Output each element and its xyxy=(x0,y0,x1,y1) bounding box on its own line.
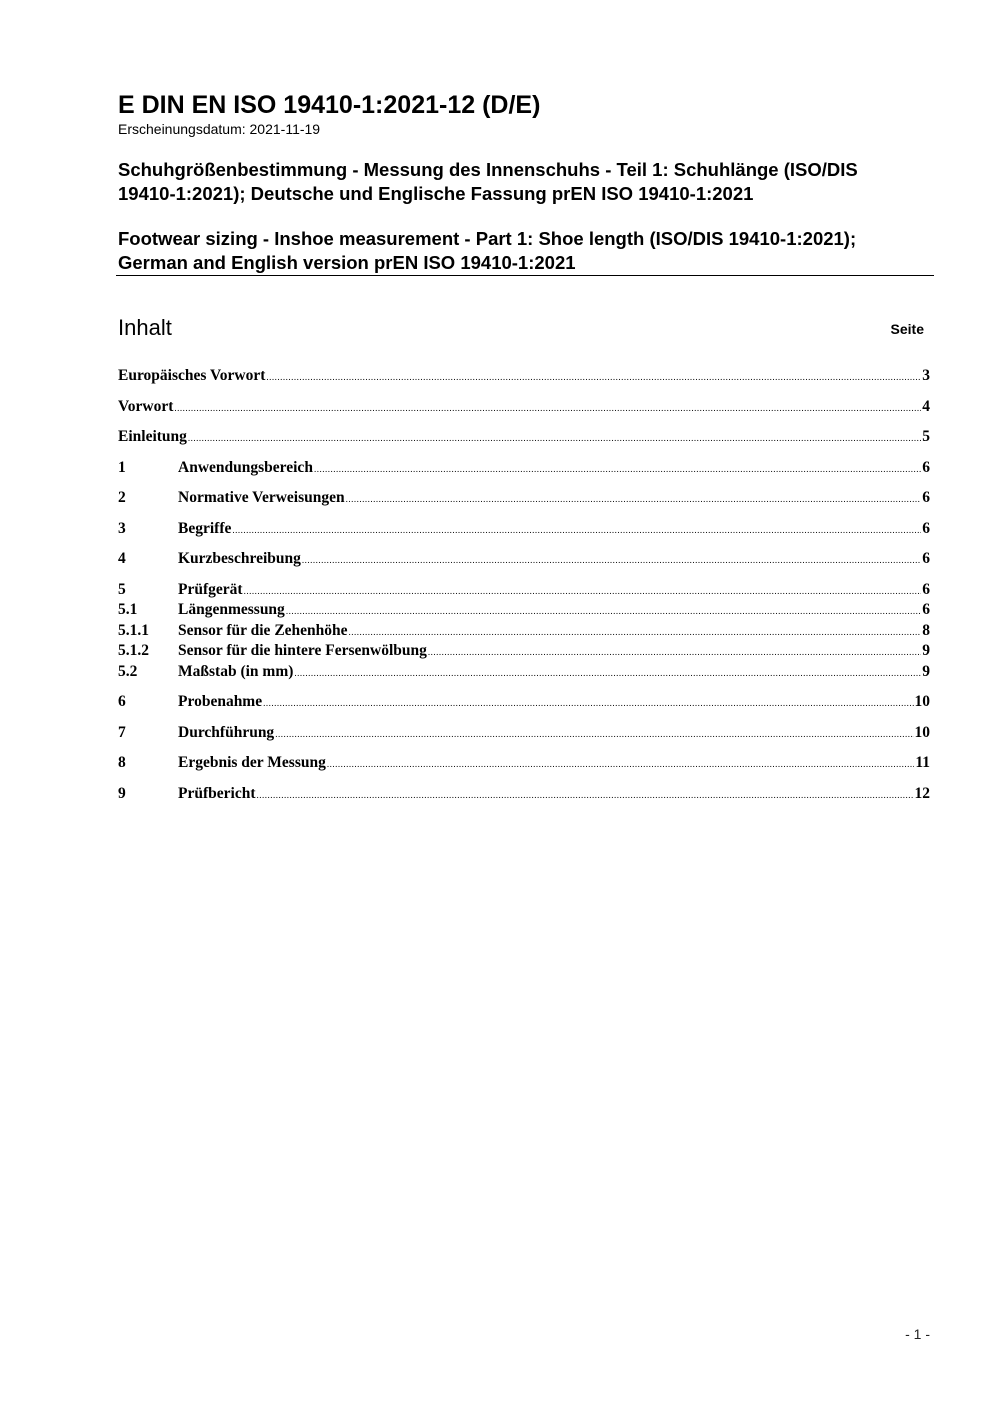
toc-entry-page: 6 xyxy=(922,458,930,476)
toc-entry-page: 12 xyxy=(914,784,930,802)
toc-entry-7[interactable] xyxy=(118,723,930,744)
toc-entry-title: Prüfgerät xyxy=(178,580,243,598)
toc-entry-page: 5 xyxy=(922,428,930,445)
toc-leader xyxy=(263,693,913,714)
toc-entry-number: 5 xyxy=(118,580,126,598)
toc-entry-page: 8 xyxy=(922,621,930,639)
toc-entry-title: Europäisches Vorwort xyxy=(118,367,266,384)
document-id: E DIN EN ISO 19410-1:2021-12 (D/E) xyxy=(118,91,541,119)
toc-entry-title: Längenmessung xyxy=(178,601,285,618)
title-german-line-1: Schuhgrößenbestimmung - Messung des Innenschuhs - Teil 1: Schuhlänge (ISO/DIS xyxy=(118,159,858,180)
toc-entry-title: Ergebnis der Messung xyxy=(178,754,326,771)
toc-entry-page: 10 xyxy=(914,723,930,741)
toc-leader xyxy=(294,663,921,684)
toc-entry-5[interactable] xyxy=(118,580,930,601)
toc-entry-3[interactable] xyxy=(118,519,930,540)
title-english-line-1: Footwear sizing - Inshoe measurement - Part 1: Shoe length (ISO/DIS 19410-1:2021); xyxy=(118,228,857,249)
toc-entry-5-2[interactable] xyxy=(118,662,930,683)
toc-entry-introduction[interactable] xyxy=(118,427,930,448)
title-divider xyxy=(116,275,934,276)
toc-entry-5-1-2[interactable] xyxy=(118,641,930,662)
toc-entry-page: 6 xyxy=(922,601,930,618)
toc-entry-title: Sensor für die Zehenhöhe xyxy=(178,621,348,639)
toc-leader xyxy=(275,724,913,745)
publication-date: Erscheinungsdatum: 2021-11-19 xyxy=(118,121,321,137)
toc-entry-number: 7 xyxy=(118,723,126,741)
toc-entry-number: 2 xyxy=(118,489,126,506)
toc-entry-number: 1 xyxy=(118,458,126,476)
toc-entry-number: 5.2 xyxy=(118,662,138,680)
toc-entry-page: 4 xyxy=(922,397,930,415)
toc-page-column-heading: Seite xyxy=(890,321,924,337)
toc-leader xyxy=(232,520,921,541)
toc-leader xyxy=(256,785,913,806)
toc-entry-title: Anwendungsbereich xyxy=(178,458,313,476)
toc-leader xyxy=(244,581,922,602)
toc-leader xyxy=(346,489,922,510)
toc-entry-page: 6 xyxy=(922,550,930,567)
toc-entry-2[interactable] xyxy=(118,488,930,509)
toc-entry-page: 6 xyxy=(922,489,930,506)
toc-leader xyxy=(286,601,921,622)
title-english-line-2: German and English version prEN ISO 19410-1:2021 xyxy=(118,252,576,273)
toc-entry-page: 11 xyxy=(915,754,930,771)
toc-entry-number: 3 xyxy=(118,519,126,537)
toc-entry-title: Vorwort xyxy=(118,397,174,415)
toc-leader xyxy=(174,398,921,419)
toc-entry-title: Probenahme xyxy=(178,693,263,710)
toc-heading: Inhalt xyxy=(118,315,172,340)
page-number: - 1 - xyxy=(905,1326,930,1342)
toc-entry-foreword-european[interactable] xyxy=(118,366,930,387)
toc-entry-title: Begriffe xyxy=(178,519,232,537)
toc-entry-number: 4 xyxy=(118,550,126,567)
toc-leader xyxy=(314,459,921,480)
toc-entry-number: 5.1.2 xyxy=(118,642,149,659)
title-german xyxy=(118,158,938,206)
toc-entry-title: Normative Verweisungen xyxy=(178,489,345,506)
toc-entry-number: 5.1 xyxy=(118,601,138,618)
toc-entry-page: 6 xyxy=(922,519,930,537)
toc-leader xyxy=(349,622,922,643)
toc-entry-number: 9 xyxy=(118,784,126,802)
toc-entry-1[interactable] xyxy=(118,458,930,479)
toc-entry-title: Prüfbericht xyxy=(178,784,256,802)
toc-entry-title: Sensor für die hintere Fersenwölbung xyxy=(178,642,427,659)
toc-leader xyxy=(428,642,921,663)
toc-entry-page: 9 xyxy=(922,662,930,680)
toc-leader xyxy=(188,428,921,449)
toc-entry-title: Durchführung xyxy=(178,723,275,741)
toc-leader xyxy=(302,550,921,571)
toc-entry-page: 3 xyxy=(922,367,930,384)
toc-entry-number: 8 xyxy=(118,754,126,771)
toc-entry-page: 10 xyxy=(914,693,930,710)
title-german-line-2: 19410-1:2021); Deutsche und Englische Fassung prEN ISO 19410-1:2021 xyxy=(118,183,754,204)
table-of-contents xyxy=(118,366,930,804)
toc-entry-5-1[interactable] xyxy=(118,600,930,621)
toc-entry-6[interactable] xyxy=(118,692,930,713)
toc-entry-title: Maßstab (in mm) xyxy=(178,662,294,680)
title-english xyxy=(118,227,938,275)
toc-entry-title: Einleitung xyxy=(118,428,187,445)
toc-entry-4[interactable] xyxy=(118,549,930,570)
toc-entry-5-1-1[interactable] xyxy=(118,621,930,642)
toc-entry-8[interactable] xyxy=(118,753,930,774)
toc-entry-foreword[interactable] xyxy=(118,397,930,418)
toc-leader xyxy=(266,367,921,388)
toc-entry-9[interactable] xyxy=(118,784,930,805)
toc-entry-title: Kurzbeschreibung xyxy=(178,550,301,567)
toc-entry-number: 6 xyxy=(118,693,126,710)
toc-leader xyxy=(327,754,915,775)
toc-entry-page: 6 xyxy=(922,580,930,598)
toc-entry-page: 9 xyxy=(922,642,930,659)
toc-entry-number: 5.1.1 xyxy=(118,621,149,639)
